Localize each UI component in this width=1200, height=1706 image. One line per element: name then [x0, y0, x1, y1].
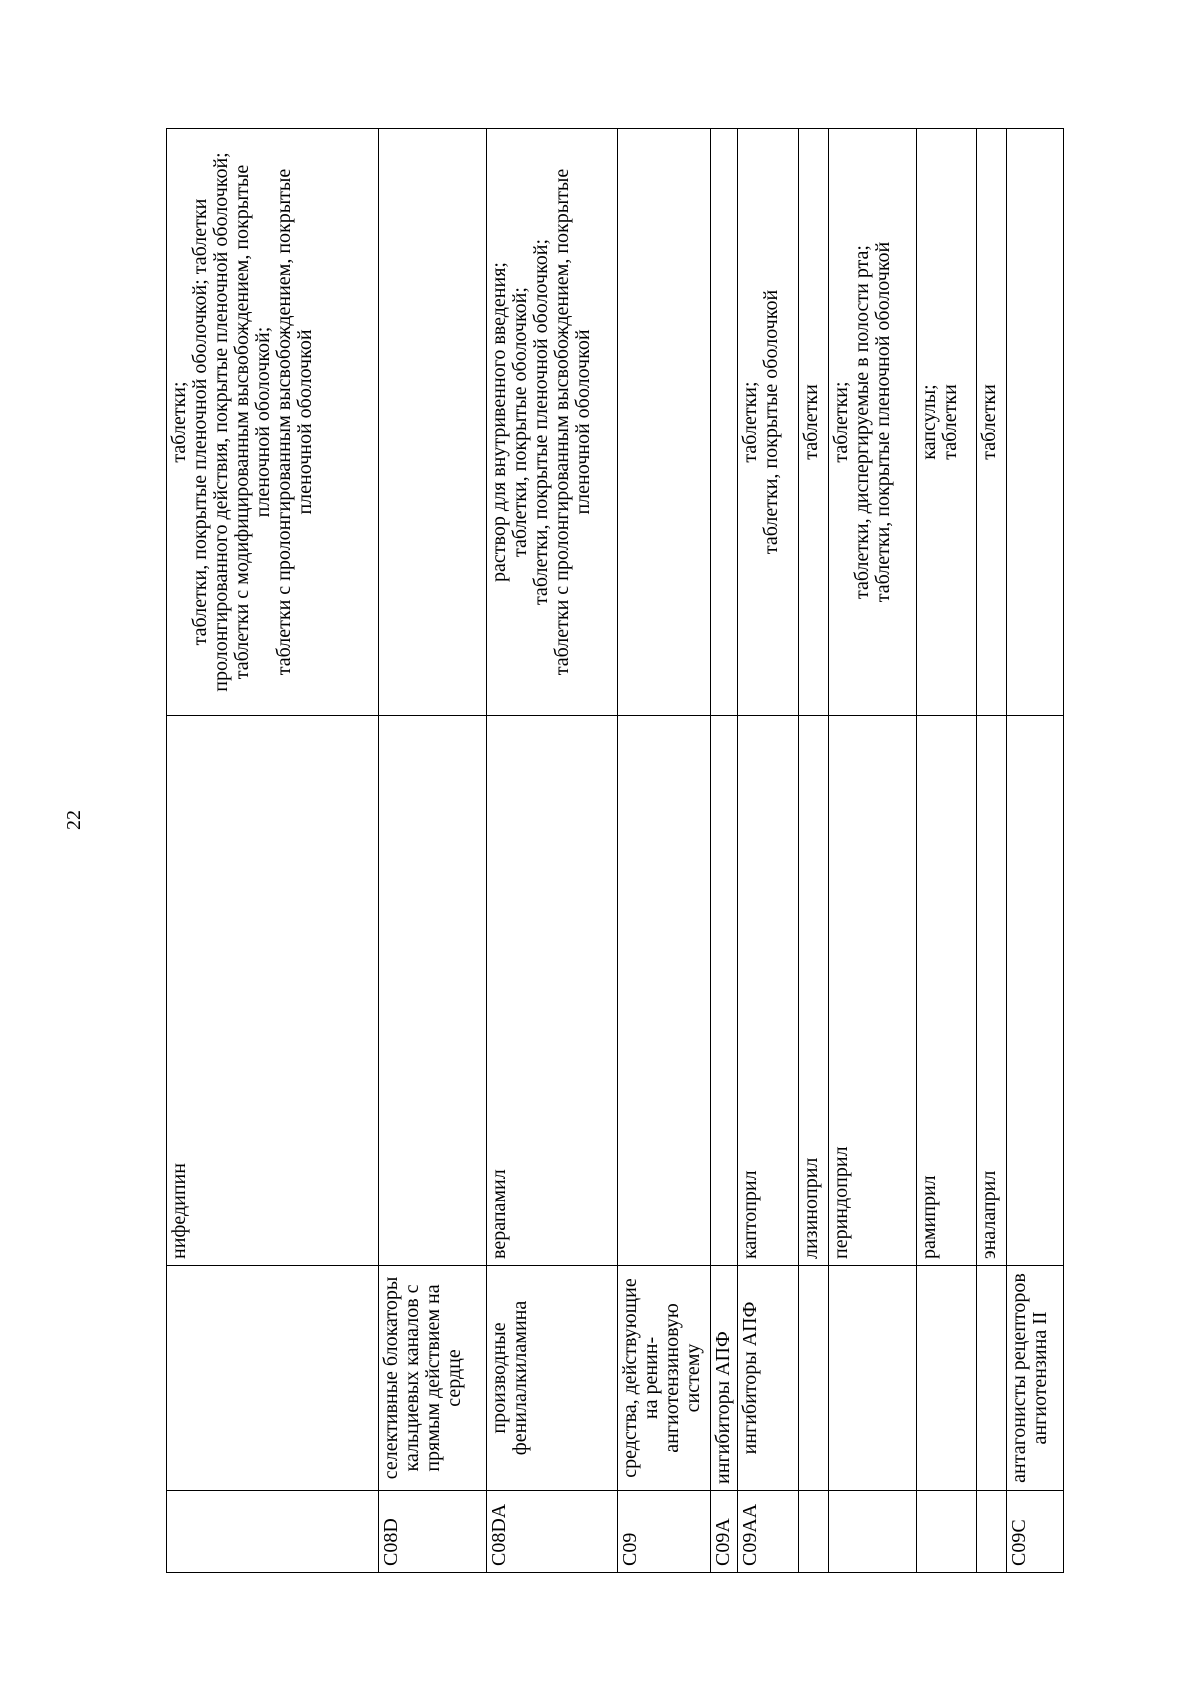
table-row — [710, 129, 737, 1573]
dosage-form-line: таблетки — [978, 384, 1001, 460]
table-row — [167, 129, 379, 1573]
dosage-form-line: капсулы; — [917, 384, 940, 460]
drug-name-cell: рамиприл — [916, 716, 977, 1266]
drug-name-cell: нифедипин — [167, 716, 379, 1266]
table-row — [916, 129, 977, 1573]
atc-code-cell: C08DA — [486, 1491, 617, 1573]
dosage-forms-cell — [710, 129, 737, 716]
atc-code-cell: C09C — [1007, 1491, 1064, 1573]
table-row — [617, 129, 710, 1573]
dosage-form-line: таблетки; — [829, 381, 852, 463]
group-name-cell: антагонисты рецепторов ангиотензина II — [1007, 1266, 1064, 1491]
dosage-forms-cell — [486, 129, 617, 716]
drug-name-cell — [1007, 716, 1064, 1266]
group-name-cell: производные фенилалкиламина — [486, 1266, 617, 1491]
drug-name-cell: верапамил — [486, 716, 617, 1266]
dosage-forms-cell — [799, 129, 828, 716]
table-row — [828, 129, 916, 1573]
atc-code-cell — [167, 1491, 379, 1573]
group-name-cell: селективные блокаторы кальциевых каналов с прямым действием на сердце — [379, 1266, 487, 1491]
dosage-form-line: таблетки с модифицированным высвобождением, покрытые пленочной оболочкой; — [231, 164, 274, 680]
table-row — [379, 129, 487, 1573]
table-row — [799, 129, 828, 1573]
dosage-form-line: таблетки, покрытые оболочкой — [759, 289, 782, 555]
drug-name-cell — [617, 716, 710, 1266]
atc-code-cell — [828, 1491, 916, 1573]
dosage-form-line: таблетки с пролонгированным высвобождением, покрытые пленочной оболочкой — [550, 168, 594, 676]
group-name-cell — [799, 1266, 828, 1491]
table-row — [1007, 129, 1064, 1573]
drug-name-cell: лизиноприл — [799, 716, 828, 1266]
table-row — [977, 129, 1007, 1573]
dosage-forms-cell — [916, 129, 977, 716]
drug-name-cell — [379, 716, 487, 1266]
atc-code-cell: C09AA — [737, 1491, 799, 1573]
table-row — [737, 129, 799, 1573]
atc-code-cell: C08D — [379, 1491, 487, 1573]
atc-code-cell: C09A — [710, 1491, 737, 1573]
dosage-form-line: таблетки, покрытые пленочной оболочкой; таблетки пролонгированного действия, покрытые пленочной оболочкой; — [189, 152, 232, 692]
drug-table — [166, 128, 1064, 1573]
group-name-cell: средства, действующие на ренин-ангиотензиновую систему — [617, 1266, 710, 1491]
drug-name-cell: периндоприл — [828, 716, 916, 1266]
atc-code-cell — [799, 1491, 828, 1573]
drug-name-cell: каптоприл — [737, 716, 799, 1266]
dosage-form-line: таблетки; — [168, 381, 190, 463]
drug-table-wrapper — [166, 129, 1064, 1573]
drug-name-cell — [710, 716, 737, 1266]
dosage-forms-cell — [1007, 129, 1064, 716]
dosage-forms-cell — [379, 129, 487, 716]
atc-code-cell — [977, 1491, 1007, 1573]
dosage-form-line: таблетки — [938, 384, 961, 460]
dosage-form-line: таблетки, покрытые пленочной оболочкой — [871, 241, 894, 603]
atc-code-cell — [916, 1491, 977, 1573]
group-name-cell: ингибиторы АПФ — [710, 1266, 737, 1491]
dosage-form-line: таблетки с пролонгированным высвобождением, покрытые пленочной оболочкой — [273, 168, 316, 676]
group-name-cell — [828, 1266, 916, 1491]
group-name-cell: ингибиторы АПФ — [737, 1266, 799, 1491]
group-name-cell — [167, 1266, 379, 1491]
dosage-form-line: раствор для внутривенного введения; — [487, 262, 510, 582]
drug-name-cell: эналаприл — [977, 716, 1007, 1266]
atc-code-cell: C09 — [617, 1491, 710, 1573]
table-row — [486, 129, 617, 1573]
dosage-form-line: таблетки — [800, 384, 823, 460]
dosage-form-line: таблетки, покрытые оболочкой; — [508, 287, 531, 557]
dosage-form-line: таблетки; — [738, 381, 761, 463]
dosage-form-line: таблетки, покрытые пленочной оболочкой; — [529, 238, 552, 606]
dosage-forms-cell — [977, 129, 1007, 716]
group-name-cell — [977, 1266, 1007, 1491]
dosage-forms-cell — [828, 129, 916, 716]
dosage-forms-cell — [617, 129, 710, 716]
dosage-forms-cell — [737, 129, 799, 716]
dosage-form-line: таблетки, диспергируемые в полости рта; — [850, 245, 873, 599]
page-number: 22 — [63, 810, 85, 830]
group-name-cell — [916, 1266, 977, 1491]
dosage-forms-cell — [167, 129, 379, 716]
